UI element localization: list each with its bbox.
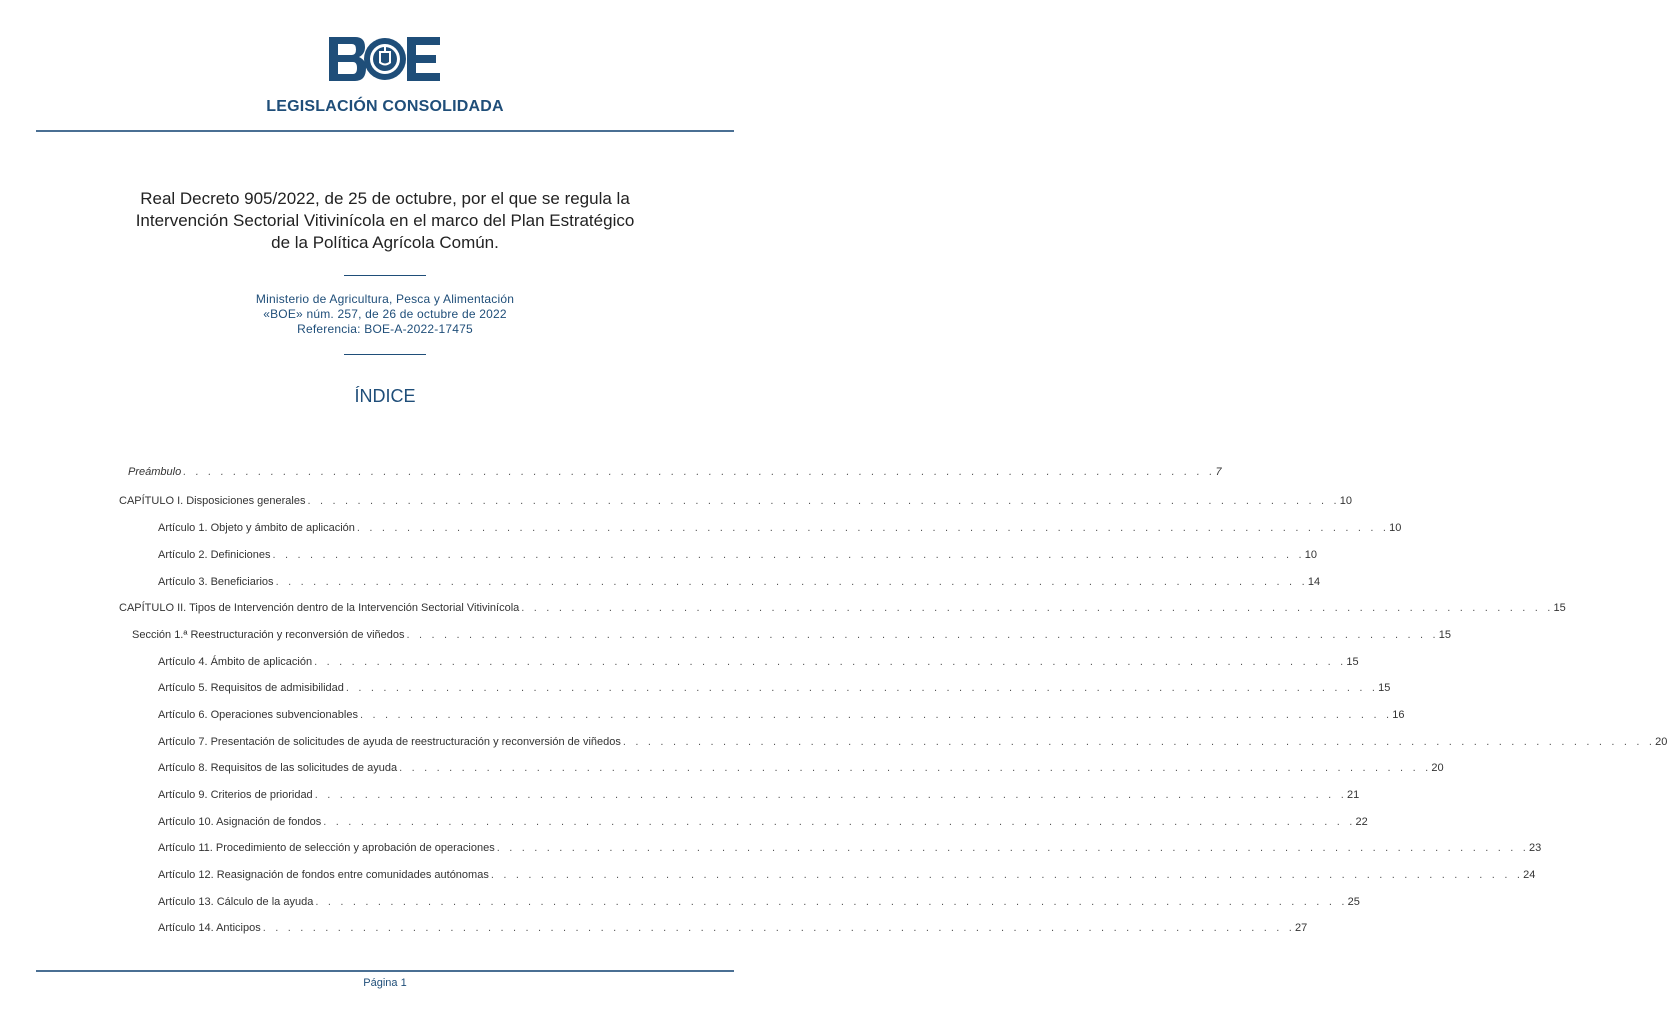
toc-entry-label: Artículo 6. Operaciones subvencionables — [158, 709, 358, 721]
toc-entry-page: 23 — [1529, 842, 1542, 854]
toc-entry-page: 22 — [1355, 816, 1368, 828]
title-separator — [344, 275, 426, 276]
toc-entry-label: Artículo 11. Procedimiento de selección y aprobación de operaciones — [158, 842, 495, 854]
toc-leader: . . . . . . . . . . . . . . . . . . . . . . . . . . . . . . . . . . . . . . . . . . . . . . . . . . . . . . . . . . . . . . . . . . . . . . . . . . . . . . . . . . . — [521, 602, 1554, 614]
toc-entry-page: 21 — [1346, 789, 1360, 801]
toc-entry-label: Artículo 7. Presentación de solicitudes de ayuda de reestructuración y reconversión de viñedos — [158, 736, 621, 748]
toc-leader: . . . . . . . . . . . . . . . . . . . . . . . . . . . . . . . . . . . . . . . . . . . . . . . . . . . . . . . . . . . . . . . . . . . . . . . . . . . . . . . . . . . — [183, 466, 1216, 478]
toc-leader: . . . . . . . . . . . . . . . . . . . . . . . . . . . . . . . . . . . . . . . . . . . . . . . . . . . . . . . . . . . . . . . . . . . . . . . . . . . . . . . . . . . — [307, 495, 1340, 507]
toc-entry[interactable] — [158, 576, 1321, 592]
toc-entry-label: Artículo 14. Anticipos — [158, 922, 261, 934]
document-title: Real Decreto 905/2022, de 25 de octubre, por el que se regula la Intervención Sectorial Vitivinícola en el marco del Plan Estratégico de la Política Agrícola Común. — [135, 189, 635, 252]
toc-entry[interactable] — [119, 495, 1352, 511]
toc-leader: . . . . . . . . . . . . . . . . . . . . . . . . . . . . . . . . . . . . . . . . . . . . . . . . . . . . . . . . . . . . . . . . . . . . . . . . . . . . . . . . . . . — [314, 789, 1347, 801]
toc-entry-page: 27 — [1295, 922, 1308, 934]
toc-leader: . . . . . . . . . . . . . . . . . . . . . . . . . . . . . . . . . . . . . . . . . . . . . . . . . . . . . . . . . . . . . . . . . . . . . . . . . . . . . . . . . . . — [315, 896, 1348, 908]
toc-entry-label: Preámbulo — [128, 466, 182, 478]
toc-leader: . . . . . . . . . . . . . . . . . . . . . . . . . . . . . . . . . . . . . . . . . . . . . . . . . . . . . . . . . . . . . . . . . . . . . . . . . . . . . . . . . . . — [356, 522, 1390, 534]
boe-logo-container — [0, 37, 770, 81]
toc-entry-label: Artículo 1. Objeto y ámbito de aplicación — [158, 522, 355, 534]
toc-entry[interactable] — [158, 682, 1391, 698]
header-divider — [36, 130, 734, 132]
toc-leader: . . . . . . . . . . . . . . . . . . . . . . . . . . . . . . . . . . . . . . . . . . . . . . . . . . . . . . . . . . . . . . . . . . . . . . . . . . . . . . . . . . . — [272, 549, 1305, 561]
toc-entry-page: 10 — [1389, 522, 1402, 534]
section-title: LEGISLACIÓN CONSOLIDADA — [266, 98, 504, 115]
toc-entry[interactable] — [132, 629, 1452, 645]
toc-entry-page: 15 — [1553, 602, 1566, 614]
index-heading: ÍNDICE — [354, 386, 416, 406]
toc-entry-label: Artículo 4. Ámbito de aplicación — [158, 656, 313, 668]
toc-entry[interactable] — [158, 522, 1402, 538]
ministry: Ministerio de Agricultura, Pesca y Alimentación — [255, 292, 515, 306]
toc-leader: . . . . . . . . . . . . . . . . . . . . . . . . . . . . . . . . . . . . . . . . . . . . . . . . . . . . . . . . . . . . . . . . . . . . . . . . . . . . . . . . . . . — [622, 736, 1656, 748]
toc-entry-page: 7 — [1215, 466, 1222, 478]
toc-entry-page: 20 — [1431, 762, 1444, 774]
page-number: Página 1 — [363, 977, 407, 989]
toc-entry-page: 15 — [1438, 629, 1452, 641]
toc-entry-label: Artículo 13. Cálculo de la ayuda — [158, 896, 314, 908]
toc-entry[interactable] — [158, 736, 1667, 752]
toc-entry[interactable] — [158, 896, 1360, 912]
toc-entry-label: Sección 1.ª Reestructuración y reconversión de viñedos — [132, 629, 405, 641]
toc-entry[interactable] — [158, 709, 1405, 725]
toc-entry[interactable] — [158, 842, 1542, 858]
toc-entry-label: CAPÍTULO II. Tipos de Intervención dentro de la Intervención Sectorial Vitivinícola — [119, 602, 520, 614]
toc-entry-label: Artículo 5. Requisitos de admisibilidad — [158, 682, 344, 694]
toc-leader: . . . . . . . . . . . . . . . . . . . . . . . . . . . . . . . . . . . . . . . . . . . . . . . . . . . . . . . . . . . . . . . . . . . . . . . . . . . . . . . . . . . — [406, 629, 1439, 641]
toc-entry-page: 20 — [1655, 736, 1667, 748]
toc-leader: . . . . . . . . . . . . . . . . . . . . . . . . . . . . . . . . . . . . . . . . . . . . . . . . . . . . . . . . . . . . . . . . . . . . . . . . . . . . . . . . . . . — [496, 842, 1529, 854]
toc-entry[interactable] — [158, 816, 1368, 832]
toc-entry-label: Artículo 10. Asignación de fondos — [158, 816, 322, 828]
toc-leader: . . . . . . . . . . . . . . . . . . . . . . . . . . . . . . . . . . . . . . . . . . . . . . . . . . . . . . . . . . . . . . . . . . . . . . . . . . . . . . . . . . . — [262, 922, 1295, 934]
toc-entry[interactable] — [158, 656, 1359, 672]
toc-entry-page: 16 — [1392, 709, 1405, 721]
toc-entry-label: Artículo 8. Requisitos de las solicitudes de ayuda — [158, 762, 398, 774]
toc-leader: . . . . . . . . . . . . . . . . . . . . . . . . . . . . . . . . . . . . . . . . . . . . . . . . . . . . . . . . . . . . . . . . . . . . . . . . . . . . . . . . . . . — [399, 762, 1432, 774]
toc-entry-page: 15 — [1378, 682, 1391, 694]
toc-leader: . . . . . . . . . . . . . . . . . . . . . . . . . . . . . . . . . . . . . . . . . . . . . . . . . . . . . . . . . . . . . . . . . . . . . . . . . . . . . . . . . . . — [314, 656, 1347, 668]
toc-entry[interactable] — [158, 869, 1536, 885]
boe-logo — [329, 37, 441, 81]
footer-divider — [36, 970, 734, 972]
toc-leader: . . . . . . . . . . . . . . . . . . . . . . . . . . . . . . . . . . . . . . . . . . . . . . . . . . . . . . . . . . . . . . . . . . . . . . . . . . . . . . . . . . . — [345, 682, 1379, 694]
toc-entry-page: 14 — [1307, 576, 1321, 588]
toc-entry-page: 25 — [1347, 896, 1360, 908]
toc-entry-label: Artículo 9. Criterios de prioridad — [158, 789, 313, 801]
toc-leader: . . . . . . . . . . . . . . . . . . . . . . . . . . . . . . . . . . . . . . . . . . . . . . . . . . . . . . . . . . . . . . . . . . . . . . . . . . . . . . . . . . . — [359, 709, 1393, 721]
toc-leader: . . . . . . . . . . . . . . . . . . . . . . . . . . . . . . . . . . . . . . . . . . . . . . . . . . . . . . . . . . . . . . . . . . . . . . . . . . . . . . . . . . . — [275, 576, 1308, 588]
toc-entry[interactable] — [158, 762, 1444, 778]
toc-entry-page: 10 — [1339, 495, 1352, 507]
toc-entry[interactable] — [158, 922, 1308, 938]
toc-entry-label: CAPÍTULO I. Disposiciones generales — [119, 495, 306, 507]
reference: Referencia: BOE-A-2022-17475 — [297, 322, 473, 336]
toc-entry-label: Artículo 2. Definiciones — [158, 549, 271, 561]
metadata-separator — [344, 354, 426, 355]
toc-leader: . . . . . . . . . . . . . . . . . . . . . . . . . . . . . . . . . . . . . . . . . . . . . . . . . . . . . . . . . . . . . . . . . . . . . . . . . . . . . . . . . . . — [490, 869, 1524, 881]
toc-entry[interactable] — [158, 789, 1360, 805]
boe-number: «BOE» núm. 257, de 26 de octubre de 2022 — [263, 307, 507, 321]
toc-entry[interactable] — [128, 466, 1222, 482]
toc-entry-page: 15 — [1346, 656, 1359, 668]
toc-entry-page: 24 — [1523, 869, 1536, 881]
document-metadata — [0, 292, 770, 337]
toc-entry-label: Artículo 3. Beneficiarios — [158, 576, 274, 588]
toc-entry[interactable] — [158, 549, 1318, 565]
toc-entry-page: 10 — [1304, 549, 1318, 561]
toc-entry[interactable] — [119, 602, 1566, 618]
toc-entry-label: Artículo 12. Reasignación de fondos entre comunidades autónomas — [158, 869, 489, 881]
toc-leader: . . . . . . . . . . . . . . . . . . . . . . . . . . . . . . . . . . . . . . . . . . . . . . . . . . . . . . . . . . . . . . . . . . . . . . . . . . . . . . . . . . . — [323, 816, 1356, 828]
